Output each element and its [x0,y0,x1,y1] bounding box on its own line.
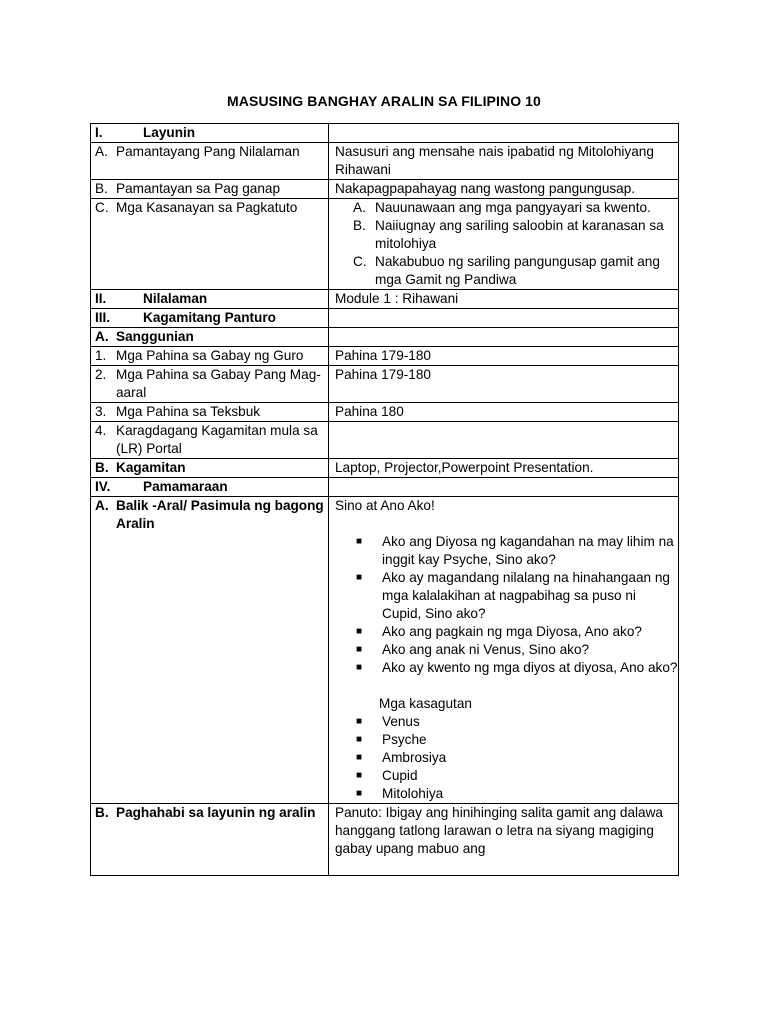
row-value: Module 1 : Rihawani [335,291,459,306]
row-label: Sanggunian [116,329,194,344]
row-value: Nakapagpapahayag nang wastong pangungusap. [335,181,636,196]
row-marker: II. [95,291,107,306]
row-label: Mga Kasanayan sa Pagkatuto [116,200,298,215]
row-label: Nilalaman [143,291,208,306]
row-value: Pahina 179-180 [335,367,431,382]
list-item [329,199,678,217]
list-text: Naiiugnay ang sariling saloobin at karanasan sa mitolohiya [375,218,664,251]
questions-list [329,533,678,677]
row-label: Karagdagang Kagamitan mula sa (LR) Portal [116,423,318,456]
list-text: Ambrosiya [382,750,447,765]
table-row [91,422,679,459]
bullet-icon: ■ [356,662,363,673]
row-value: Nasusuri ang mensahe nais ipabatid ng Mitolohiyang Rihawani [335,144,654,177]
bullet-icon: ■ [356,734,363,745]
row-label: Mga Pahina sa Teksbuk [116,404,261,419]
list-item [329,217,678,253]
list-text: Psyche [382,732,427,747]
list-marker: A. [353,200,366,215]
table-row [91,804,679,876]
list-text: Ako ay magandang nilalang na hinahangaan ng mga kalalakihan at nagpabihag sa puso ni Cupid, Sino ako? [382,570,670,621]
table-row [91,497,679,804]
list-item [329,253,678,289]
row-marker: 1. [95,348,107,363]
row-marker: 4. [95,423,107,438]
row-value: Laptop, Projector,Powerpoint Presentation. [335,460,594,475]
answers-heading: Mga kasagutan [379,696,472,711]
table-row [91,328,679,347]
list-item [329,713,678,731]
list-item [329,767,678,785]
list-text: Ako ang Diyosa ng kagandahan na may lihim na inggit kay Psyche, Sino ako? [382,534,674,567]
list-text: Ako ang anak ni Venus, Sino ako? [382,642,590,657]
row-marker: A. [95,329,109,344]
row-marker: 3. [95,404,107,419]
row-marker: I. [95,125,103,140]
list-item [329,749,678,767]
row-value: Pahina 179-180 [335,348,431,363]
list-text: Ako ang pagkain ng mga Diyosa, Ano ako? [382,624,642,639]
bullet-icon: ■ [356,644,363,655]
row-marker: B. [95,460,109,475]
list-text: Mitolohiya [382,786,444,801]
list-item [329,785,678,803]
row-marker: III. [95,310,111,325]
lesson-plan-table [90,123,679,876]
row-value: Panuto: Ibigay ang hinihinging salita gamit ang dalawa hanggang tatlong larawan o letra na siyang magiging gabay upang mabuo ang [335,805,663,856]
row-label: Pamantayang Pang Nilalaman [116,144,300,159]
table-row [91,180,679,199]
row-label: Layunin [143,125,196,140]
bullet-icon: ■ [356,788,363,799]
list-text: Venus [382,714,420,729]
list-item [329,623,678,641]
row-label: Pamantayan sa Pag ganap [116,181,281,196]
table-row [91,403,679,422]
row-marker: B. [95,181,108,196]
list-marker: C. [353,254,367,269]
row-label: Kagamitan [116,460,186,475]
bullet-icon: ■ [356,770,363,781]
objectives-list [329,199,678,289]
list-text: Nauunawaan ang mga pangyayari sa kwento. [375,200,651,215]
table-row [91,478,679,497]
table-row [91,366,679,403]
list-text: Cupid [382,768,418,783]
table-row [91,124,679,143]
list-item [329,731,678,749]
list-item [329,569,678,623]
list-text: Ako ay kwento ng mga diyos at diyosa, Ano ako? [382,660,678,675]
row-marker: B. [95,805,109,820]
table-row [91,309,679,328]
row-label: Balik -Aral/ Pasimula ng bagong Aralin [116,498,324,531]
table-row [91,347,679,366]
row-marker: A. [95,498,109,513]
row-label: Kagamitang Panturo [143,310,276,325]
list-item [329,533,678,569]
list-marker: B. [353,218,366,233]
list-item [329,641,678,659]
list-text: Nakabubuo ng sariling pangungusap gamit ang mga Gamit ng Pandiwa [375,254,660,287]
bullet-icon: ■ [356,716,363,727]
row-label: Mga Pahina sa Gabay Pang Mag-aaral [116,367,321,400]
row-marker: C. [95,200,109,215]
row-marker: A. [95,144,108,159]
bullet-icon: ■ [356,752,363,763]
table-row [91,290,679,309]
table-row [91,143,679,180]
table-row [91,459,679,478]
answers-list [329,713,678,803]
table-row [91,199,679,290]
row-label: Paghahabi sa layunin ng aralin [116,805,316,820]
row-value: Pahina 180 [335,404,404,419]
bullet-icon: ■ [356,536,363,547]
bullet-icon: ■ [356,572,363,583]
document-title: MASUSING BANGHAY ARALIN SA FILIPINO 10 [227,93,541,109]
row-label: Pamamaraan [143,479,228,494]
bullet-icon: ■ [356,626,363,637]
list-item [329,659,678,677]
row-marker: IV. [95,479,111,494]
activity-intro: Sino at Ano Ako! [335,498,435,513]
row-label: Mga Pahina sa Gabay ng Guro [116,348,304,363]
row-marker: 2. [95,367,107,382]
